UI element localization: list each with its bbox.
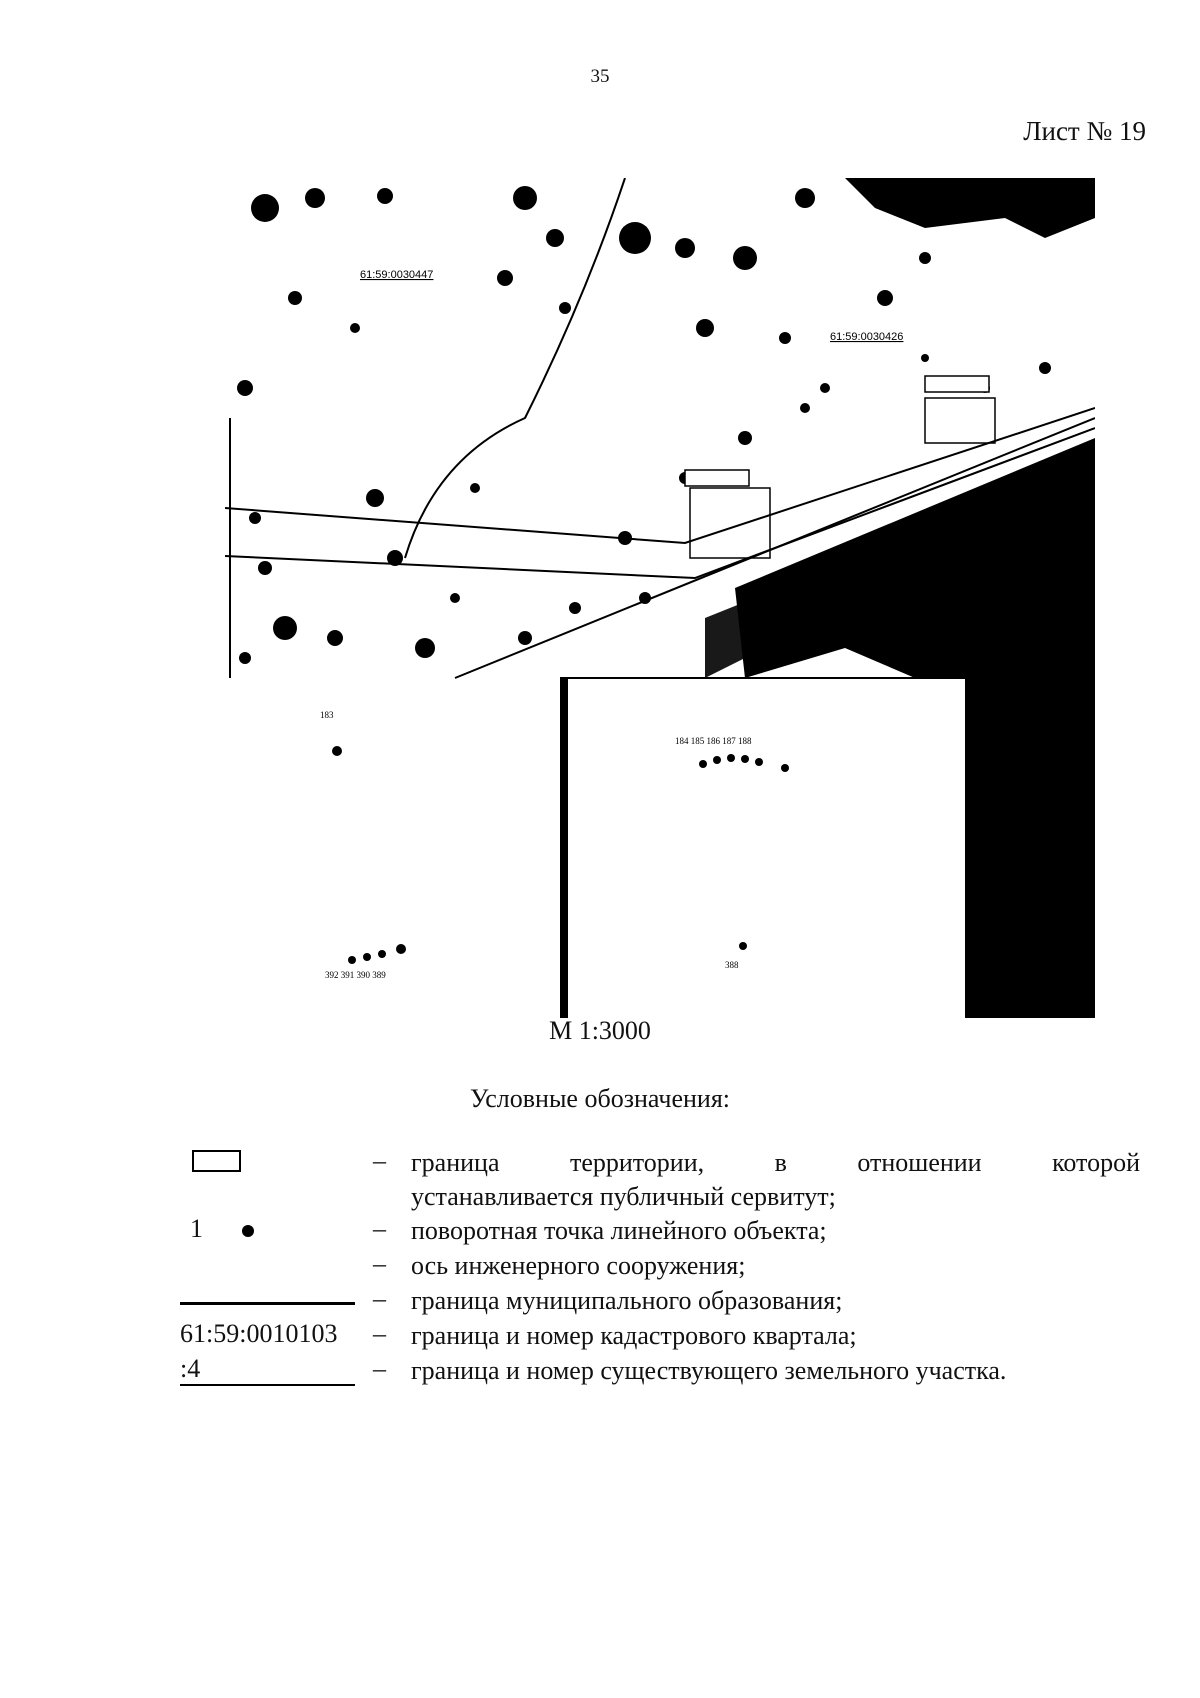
turning-point	[739, 942, 747, 950]
lower-white-area	[225, 678, 965, 1018]
vertical-band	[560, 678, 568, 1018]
turning-point	[741, 755, 749, 763]
cadastral-map	[225, 178, 1095, 1018]
legend-title: Условные обозначения:	[469, 1084, 731, 1113]
servitude-rect-3	[685, 470, 749, 486]
legend-row-land-plot: :4 – граница и номер существующего земельного участка.	[180, 1354, 1007, 1385]
legend-row-municipal: – граница муниципального образования;	[180, 1284, 1140, 1319]
cad-quarter-symbol: 61:59:0010103	[180, 1319, 338, 1348]
legend-row-axis: – ось инженерного сооружения;	[373, 1249, 746, 1280]
turning-point	[348, 956, 356, 964]
point-label-top-center: 184 185 186 187 188	[675, 736, 752, 746]
turning-point	[332, 746, 342, 756]
turning-point	[396, 944, 406, 954]
point-label-bottom-right: 388	[725, 960, 739, 970]
land-plot-symbol: :4	[180, 1354, 355, 1386]
map-svg	[225, 178, 1095, 1018]
sheet-label: Лист № 19	[1023, 116, 1146, 146]
legend	[180, 1146, 1140, 1389]
turning-point	[781, 764, 789, 772]
cad-quarter-label-1: 61:59:0030447	[360, 269, 434, 281]
legend-row-servitude: – граница территории, в отношении которой устанавливается публичный сервитут;	[180, 1146, 1140, 1214]
point-label-bottom-left: 392 391 390 389	[325, 970, 386, 980]
turning-point	[727, 754, 735, 762]
cad-quarter-label-2: 61:59:0030426	[830, 331, 904, 343]
page-number: 35	[590, 66, 610, 87]
municipal-line-symbol	[180, 1302, 355, 1305]
legend-row-turning-point: 1 – поворотная точка линейного объекта;	[190, 1214, 827, 1245]
point-number-symbol: 1	[190, 1214, 203, 1243]
turning-point	[713, 756, 721, 764]
legend-row-cad-quarter: 61:59:0010103 – граница и номер кадастрового квартала;	[180, 1319, 857, 1350]
servitude-rect-1	[925, 376, 989, 392]
turning-point	[699, 760, 707, 768]
turning-point	[755, 758, 763, 766]
point-label-top-left: 183	[320, 710, 334, 720]
servitude-rect-symbol	[192, 1150, 241, 1172]
turning-point	[378, 950, 386, 958]
point-dot-symbol	[242, 1225, 254, 1237]
map-scale: М 1:3000	[549, 1016, 651, 1045]
turning-point	[363, 953, 371, 961]
